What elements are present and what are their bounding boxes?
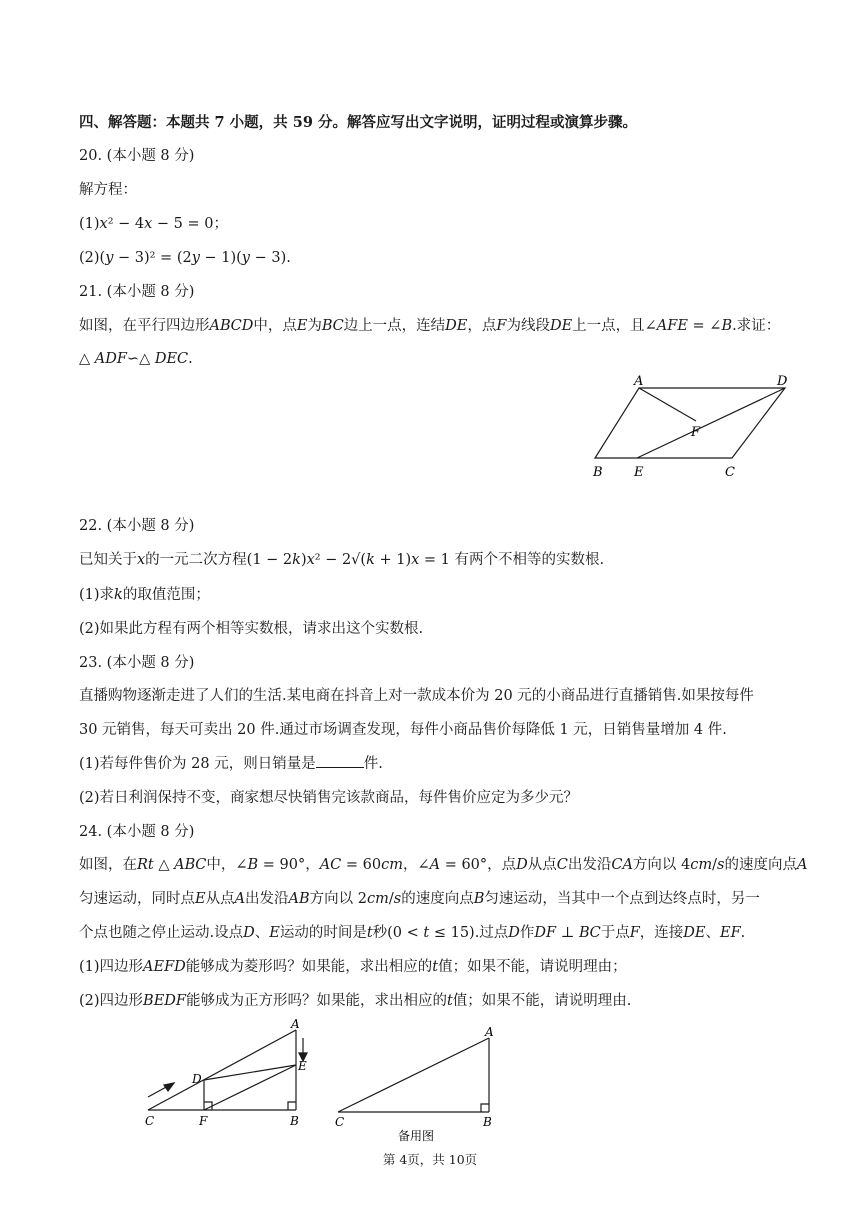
q21-figure <box>580 372 800 484</box>
q21-line2: △ 𝐴𝐷𝐹∽△ 𝐷𝐸𝐶. <box>79 351 193 367</box>
q24-fig1-label-b: B <box>290 1114 299 1128</box>
q21-label-b: B <box>593 465 603 480</box>
q21-label-a: A <box>634 374 644 389</box>
q23-part2: (2)若日利润保持不变，商家想尽快销售完该款商品，每件售价应定为多少元？ <box>79 790 579 806</box>
q20-part2: (2)(𝑦 − 3)² = (2𝑦 − 1)(𝑦 − 3). <box>79 250 291 266</box>
q21-label-c: C <box>725 465 735 480</box>
q20-part1: (1)𝑥² − 4𝑥 − 5 = 0； <box>79 216 228 232</box>
q24-line3: 个点也随之停止运动.设点𝐷、𝐸运动的时间是𝑡秒(0 < 𝑡 ≤ 15).过点𝐷作𝐷𝐹 ⊥ 𝐵𝐶于点𝐹，连接𝐷𝐸、𝐸𝐹. <box>79 925 746 941</box>
q24-header: 24. (本小题 8 分) <box>79 824 195 840</box>
q22-header: 22. (本小题 8 分) <box>79 518 195 534</box>
q23-line1: 直播购物逐渐走进了人们的生活.某电商在抖音上对一款成本价为 20 元的小商品进行直播销售.如果按每件 <box>79 688 754 704</box>
q21-header: 21. (本小题 8 分) <box>79 284 195 300</box>
q22-part1: (1)求𝑘的取值范围； <box>79 587 210 603</box>
q23-part1 <box>79 754 383 774</box>
q24-part2: (2)四边形𝐵𝐸𝐷𝐹能够成为正方形吗？如果能，求出相应的𝑡值；如果不能，请说明理由. <box>79 993 632 1009</box>
q24-fig1-label-d: D <box>192 1072 202 1086</box>
q21-label-e: E <box>634 465 644 480</box>
page-footer: 第 4页，共 10页 <box>382 1152 478 1167</box>
q21-label-f: F <box>691 425 701 440</box>
q24-fig2-caption: 备用图 <box>398 1129 435 1143</box>
q24-fig1-label-e: E <box>298 1059 307 1073</box>
answer-blank <box>316 755 364 768</box>
q21-label-d: D <box>777 374 788 389</box>
q24-fig2-label-b: B <box>483 1115 492 1129</box>
q24-fig2-label-c: C <box>335 1115 345 1129</box>
q24-fig1-label-a: A <box>291 1017 300 1031</box>
q20-header: 20. (本小题 8 分) <box>79 148 195 164</box>
q24-fig1-label-f: F <box>199 1114 208 1128</box>
q24-figure-backup <box>330 1022 505 1144</box>
q24-part1: (1)四边形𝐴𝐸𝐹𝐷能够成为菱形吗？如果能，求出相应的𝑡值；如果不能，请说明理由； <box>79 959 627 975</box>
q23-header: 23. (本小题 8 分) <box>79 655 195 671</box>
q21-line1: 如图，在平行四边形𝐴𝐵𝐶𝐷中，点𝐸为𝐵𝐶边上一点，连结𝐷𝐸，点𝐹为线段𝐷𝐸上一点，且∠𝐴𝐹𝐸 = ∠𝐵.求证： <box>79 318 781 334</box>
q22-part2: (2)如果此方程有两个相等实数根，请求出这个实数根. <box>79 621 424 637</box>
q24-line1: 如图，在𝑅𝑡 △ 𝐴𝐵𝐶中，∠𝐵 = 90°，𝐴𝐶 = 60𝑐𝑚，∠𝐴 = 60°，点𝐷从点𝐶出发沿𝐶𝐴方向以 4𝑐𝑚/𝑠的速度向点𝐴 <box>79 857 808 873</box>
q23-line2: 30 元销售，每天可卖出 20 件.通过市场调查发现，每件小商品售价每降低 1 元，日销售量增加 4 件. <box>79 722 727 738</box>
q22-line1: 已知关于𝑥的一元二次方程(1 − 2𝑘)𝑥² − 2√(𝑘 + 1)𝑥 = 1 有两个不相等的实数根. <box>79 552 605 568</box>
q24-fig2-label-a: A <box>485 1025 494 1039</box>
q24-fig1-label-c: C <box>145 1114 155 1128</box>
q23-part1-before: (1)若每件售价为 28 元，则日销量是 <box>79 756 316 772</box>
q24-figure-main <box>140 1016 315 1134</box>
q24-line2: 匀速运动，同时点𝐸从点𝐴出发沿𝐴𝐵方向以 2𝑐𝑚/𝑠的速度向点𝐵匀速运动，当其中一个点到达终点时，另一 <box>79 891 760 907</box>
q20-intro: 解方程： <box>79 182 137 198</box>
q23-part1-after: 件. <box>363 756 383 772</box>
section-heading: 四、解答题：本题共 7 小题，共 59 分。解答应写出文字说明，证明过程或演算步骤。 <box>79 114 637 131</box>
